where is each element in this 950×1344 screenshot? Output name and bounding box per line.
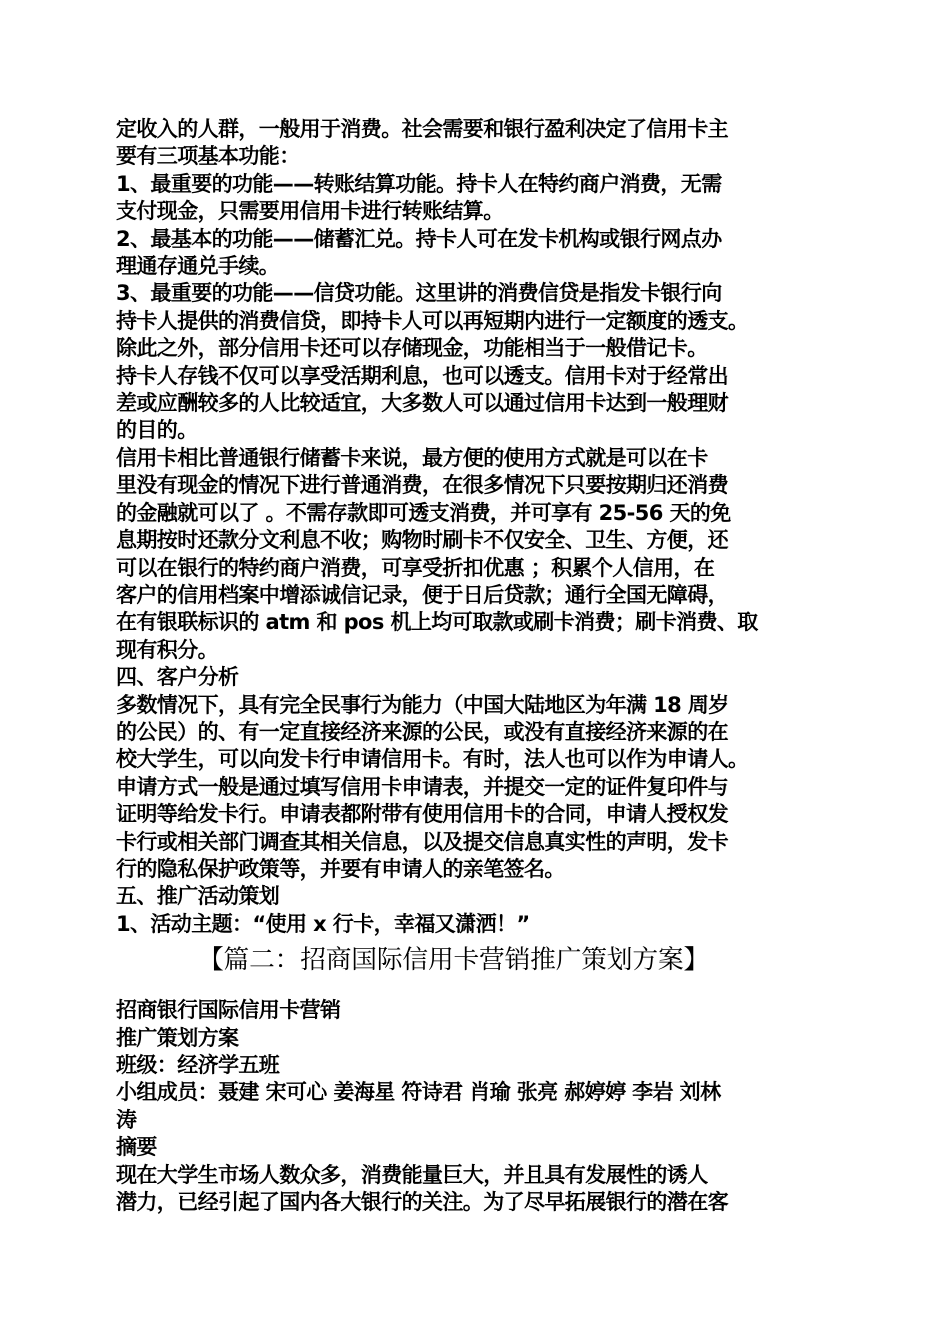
text-line: 四、客户分析 xyxy=(116,665,239,690)
text-line: 班级：经济学五班 xyxy=(116,1053,280,1077)
text-line: 推广策划方案 xyxy=(116,1025,239,1050)
text-line: 证明等给发卡行。申请表都附带有使用信用卡的合同，申请人授权发 xyxy=(116,802,728,827)
text-line: 潜力，已经引起了国内各大银行的关注。为了尽早拓展银行的潜在客 xyxy=(116,1190,728,1215)
text-line: 的目的。 xyxy=(116,418,198,443)
text-line: 申请方式一般是通过填写信用卡申请表，并提交一定的证件复印件与 xyxy=(116,774,728,799)
text-line: 持卡人提供的消费信贷，即持卡人可以再短期内进行一定额度的透支。 xyxy=(116,308,749,333)
text-line: 小组成员：聂建 宋可心 姜海星 符诗君 肖瑜 张亮 郝婷婷 李岩 刘林 xyxy=(116,1080,721,1105)
text-line: 3、最重要的功能——信贷功能。这里讲的消费信贷是指发卡银行向 xyxy=(116,281,722,306)
text-line: 差或应酬较多的人比较适宜，大多数人可以通过信用卡达到一般理财 xyxy=(116,391,728,416)
text-line: 客户的信用档案中增添诚信记录，便于日后贷款；通行全国无障碍， xyxy=(116,582,728,607)
text-line: 里没有现金的情况下进行普通消费，在很多情况下只要按期归还消费 xyxy=(116,473,728,498)
text-line: 理通存通兑手续。 xyxy=(116,254,280,279)
text-line: 卡行或相关部门调查其相关信息，以及提交信息真实性的声明，发卡 xyxy=(116,829,728,854)
text-line: 的金融就可以了 。不需存款即可透支消费，并可享有 25-56 天的免 xyxy=(116,500,731,525)
document-page xyxy=(116,116,851,1216)
text-line: 1、最重要的功能——转账结算功能。持卡人在特约商户消费，无需 xyxy=(116,171,722,196)
text-line: 2、最基本的功能——储蓄汇兑。持卡人可在发卡机构或银行网点办 xyxy=(116,226,722,251)
text-line: 除此之外，部分信用卡还可以存储现金，功能相当于一般借记卡。 xyxy=(116,336,708,361)
text-line: 信用卡相比普通银行储蓄卡来说，最方便的使用方式就是可以在卡 xyxy=(116,445,708,470)
text-line: 行的隐私保护政策等，并要有申请人的亲笔签名。 xyxy=(116,856,565,881)
text-line: 现在大学生市场人数众多，消费能量巨大，并且具有发展性的诱人 xyxy=(116,1162,708,1187)
section-1-text xyxy=(116,116,851,938)
section-heading: 【篇二：招商国际信用卡营销推广策划方案】 xyxy=(198,945,709,976)
text-line: 的公民）的、有一定直接经济来源的公民，或没有直接经济来源的在 xyxy=(116,719,728,744)
text-line: 持卡人存钱不仅可以享受活期利息，也可以透支。信用卡对于经常出 xyxy=(116,363,728,388)
text-line: 现有积分。 xyxy=(116,637,218,662)
text-line: 校大学生，可以向发卡行申请信用卡。有时，法人也可以作为申请人。 xyxy=(116,747,749,772)
text-line: 息期按时还款分文利息不收；购物时刷卡不仅安全、卫生、方便，还 xyxy=(116,528,728,553)
text-line: 在有银联标识的 atm 和 pos 机上均可取款或刷卡消费；刷卡消费、取 xyxy=(116,610,758,635)
text-line: 招商银行国际信用卡营销 xyxy=(116,998,341,1023)
text-line: 1、活动主题：“使用 x 行卡，幸福又潇洒！” xyxy=(116,911,530,936)
text-line: 多数情况下，具有完全民事行为能力（中国大陆地区为年满 18 周岁 xyxy=(116,692,729,717)
text-line: 要有三项基本功能： xyxy=(116,144,300,169)
text-line: 定收入的人群，一般用于消费。社会需要和银行盈利决定了信用卡主 xyxy=(116,117,728,141)
text-line: 可以在银行的特约商户消费，可享受折扣优惠 ；积累个人信用，在 xyxy=(116,555,715,580)
text-line: 摘要 xyxy=(116,1135,157,1160)
text-line: 支付现金，只需要用信用卡进行转账结算。 xyxy=(116,199,504,224)
text-line: 涛 xyxy=(116,1107,137,1132)
section-2-text xyxy=(116,997,851,1216)
text-line: 五、推广活动策划 xyxy=(116,884,280,909)
